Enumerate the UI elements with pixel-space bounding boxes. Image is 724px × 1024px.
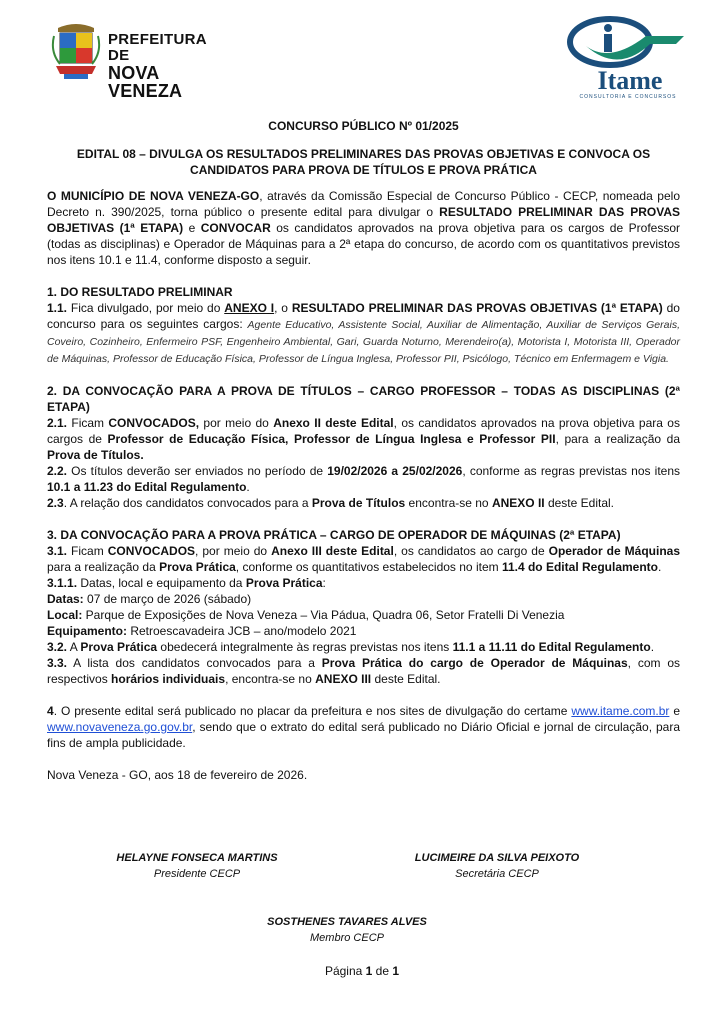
itens-regulamento: 11.1 a 11.11 do Edital Regulamento — [452, 640, 651, 654]
document-body — [47, 118, 680, 783]
item-text: Fica divulgado, por meio do — [67, 301, 225, 315]
item-regulamento: 11.4 do Edital Regulamento — [501, 560, 658, 574]
prova-titulos: Prova de Títulos — [311, 496, 406, 510]
anexo-ii-ref: ANEXO II — [491, 496, 545, 510]
section-2-3 — [47, 495, 680, 511]
item-text: . — [650, 640, 655, 654]
signer-role: Presidente CECP — [153, 868, 241, 880]
item-text: Datas, local e equipamento da — [77, 576, 246, 590]
intro-convocar: CONVOCAR — [200, 221, 271, 235]
item-text: , conforme as regras previstas nos itens — [462, 464, 681, 478]
municipio-name: O MUNICÍPIO DE NOVA VENEZA-GO — [47, 189, 260, 203]
prova-titulos: Prova de Títulos. — [47, 448, 144, 462]
section-heading: 3. DA CONVOCAÇÃO PARA A PROVA PRÁTICA – CARGO DE OPERADOR DE MÁQUINAS (2ª ETAPA) — [47, 528, 621, 542]
doc-subtitle: EDITAL 08 – DIVULGA OS RESULTADOS PRELIMINARES DAS PROVAS OBJETIVAS E CONVOCA OS CANDIDATOS PARA PROVA DE TÍTULOS E PROVA PRÁTICA — [76, 147, 651, 177]
section-2-2 — [47, 463, 680, 495]
novaveneza-link[interactable]: www.novaveneza.go.gov.br — [47, 720, 193, 734]
datas-line — [47, 591, 680, 607]
anexo-iii-ref: Anexo III deste Edital — [271, 544, 394, 558]
item-text: deste Edital. — [371, 672, 441, 686]
item-text: e — [669, 704, 681, 718]
page-of: de — [372, 964, 393, 978]
item-text: Ficam — [67, 416, 109, 430]
prefeitura-name — [108, 32, 230, 101]
itame-emblem-icon — [566, 16, 690, 72]
section-2-heading — [47, 383, 680, 415]
intro-text: e — [183, 221, 201, 235]
section-heading: 2. DA CONVOCAÇÃO PARA A PROVA DE TÍTULOS – CARGO PROFESSOR – TODAS AS DISCIPLINAS (2ª ETAPA) — [47, 384, 680, 414]
equipamento-value: Retroescavadeira JCB – ano/modelo 2021 — [127, 624, 357, 638]
prova-pratica: Prova Prática — [245, 576, 323, 590]
section-3-2 — [47, 639, 680, 655]
convocados-label: CONVOCADOS — [107, 544, 196, 558]
item-text: para a realização da — [47, 560, 160, 574]
item-text: , conforme os quantitativos estabelecidos no item — [235, 560, 502, 574]
convocados-label: CONVOCADOS, — [108, 416, 200, 430]
item-number: 3.1.1. — [47, 576, 78, 590]
page-current: 1 — [365, 964, 373, 978]
place-date: Nova Veneza - GO, aos 18 de fevereiro de 2026. — [47, 768, 308, 782]
signer-role: Membro CECP — [310, 932, 384, 944]
section-3-heading — [47, 527, 680, 543]
signature-presidente — [77, 850, 317, 882]
itame-tagline: CONSULTORIA E CONCURSOS — [579, 94, 677, 100]
page-number — [0, 964, 724, 978]
item-text: . A relação dos candidatos convocados para a — [63, 496, 312, 510]
signer-name: SOSTHENES TAVARES ALVES — [267, 916, 427, 928]
item-number: 2.1. — [47, 416, 68, 430]
section-2-1 — [47, 415, 680, 463]
prefeitura-logo — [50, 22, 230, 102]
item-number: 3.2. — [47, 640, 68, 654]
intro-paragraph — [47, 188, 680, 268]
section-1-heading — [47, 284, 680, 300]
anexo-ii-ref: Anexo II deste Edital — [273, 416, 394, 430]
cargos-list: Agente Educativo, Assistente Social, Auxiliar de Alimentação, Auxiliar de Serviços Gerais, Coveiro, Cozinheiro, Enfermeiro PSF, Engenheiro Ambiental, Gari, Guarda Noturno, Merendeiro(a), Motorista I, Motorista III, Operador de Máquinas, Professor de Educação Física, Professor de Língua Inglesa, Professor PII, Psicólogo, Técnico em Enfermagem e Vigia. — [47, 319, 680, 365]
section-4 — [47, 703, 680, 751]
equipamento-line — [47, 623, 680, 639]
item-text: , sendo que o extrato do edital será publicado no Diário Oficial e jornal de circulação, para fins de ampla publicidade. — [47, 720, 680, 750]
item-text: deste Edital. — [544, 496, 614, 510]
item-text: , com os respectivos — [47, 656, 680, 686]
item-number: 2.3 — [47, 496, 64, 510]
signature-secretaria — [377, 850, 617, 882]
item-text: Os títulos deverão ser enviados no período de — [67, 464, 328, 478]
professor-cargos: Professor de Educação Física, Professor de Língua Inglesa e Professor PII — [107, 432, 556, 446]
datas-label: Datas: — [47, 592, 84, 606]
prefeitura-line1: PREFEITURA DE — [108, 31, 207, 64]
item-number: 3.3. — [47, 656, 68, 670]
page-total: 1 — [392, 964, 400, 978]
item-text: A lista dos candidatos convocados para a — [67, 656, 322, 670]
page-label: Página — [324, 964, 366, 978]
crest-icon — [50, 22, 102, 82]
item-text: , por meio do — [195, 544, 272, 558]
local-line — [47, 607, 680, 623]
intro-text: os candidatos aprovados na prova objetiva para os cargos de Professor (todas as disciplinas) e Operador de Máquinas para a 2ª etapa do concurso, de acordo com os quantitativos previstos nos itens 10.1 e 11.4, conforme disposto a seguir. — [47, 221, 680, 267]
itens-regulamento: 10.1 a 11.23 do Edital Regulamento — [47, 480, 247, 494]
section-3-3 — [47, 655, 680, 687]
item-text: A — [67, 640, 81, 654]
item-number: 1.1. — [47, 301, 68, 315]
prova-pratica: Prova Prática — [159, 560, 236, 574]
item-text: : — [322, 576, 326, 590]
item-text: . O presente edital será publicado no placar da prefeitura e nos sites de divulgação do certame — [53, 704, 572, 718]
section-3-1 — [47, 543, 680, 575]
prefeitura-line2: NOVA VENEZA — [108, 62, 183, 102]
datas-value: 07 de março de 2026 (sábado) — [83, 592, 252, 606]
itame-logo — [566, 16, 690, 100]
item-text: , os candidatos ao cargo de — [393, 544, 549, 558]
intro-text: , através da Comissão Especial de Concurso Público - CECP, nomeada pelo Decreto n. 390/2025, torna público o presente edital para divulgar o — [47, 189, 680, 219]
item-text: , para a realização da — [555, 432, 680, 446]
operador-cargo: Operador de Máquinas — [548, 544, 680, 558]
item-text: . — [246, 480, 250, 494]
anexo-iii-ref: ANEXO III — [315, 672, 372, 686]
intro-resultado: RESULTADO PRELIMINAR DAS PROVAS OBJETIVAS (1ª ETAPA) — [47, 205, 680, 235]
prova-pratica-operador: Prova Prática do cargo de Operador de Máquinas — [321, 656, 628, 670]
section-3-1-1 — [47, 575, 680, 591]
section-heading: 1. DO RESULTADO PRELIMINAR — [47, 285, 233, 299]
prova-pratica: Prova Prática — [80, 640, 158, 654]
item-number: 2.2. — [47, 464, 68, 478]
local-value: Parque de Exposições de Nova Veneza – Via Pádua, Quadra 06, Setor Fratelli Di Venezia — [82, 608, 565, 622]
item-text: do concurso para os seguintes cargos: — [47, 301, 680, 331]
periodo-titulos: 19/02/2026 a 25/02/2026 — [327, 464, 463, 478]
item-number: 3.1. — [47, 544, 68, 558]
equipamento-label: Equipamento: — [47, 624, 127, 638]
item-text: encontra-se no — [405, 496, 492, 510]
signer-name: LUCIMEIRE DA SILVA PEIXOTO — [414, 852, 580, 864]
itame-wordmark: Itame — [597, 66, 663, 95]
signature-membro — [227, 914, 467, 946]
item-text: por meio do — [199, 416, 274, 430]
item-text: , os candidatos aprovados na prova objetiva para os cargos de — [47, 416, 680, 446]
resultado-ref: RESULTADO PRELIMINAR DAS PROVAS OBJETIVAS (1ª ETAPA) — [291, 301, 663, 315]
anexo-i-ref: ANEXO I — [224, 301, 275, 315]
item-text: , o — [274, 301, 292, 315]
signer-role: Secretária CECP — [455, 868, 539, 880]
item-text: obedecerá integralmente às regras previstas nos itens — [157, 640, 453, 654]
section-1-1 — [47, 300, 680, 367]
signer-name: HELAYNE FONSECA MARTINS — [116, 852, 278, 864]
item-text: , encontra-se no — [225, 672, 316, 686]
item-number: 4 — [47, 704, 54, 718]
item-text: . — [658, 560, 662, 574]
doc-title: CONCURSO PÚBLICO Nº 01/2025 — [268, 119, 459, 133]
local-label: Local: — [47, 608, 83, 622]
itame-link[interactable]: www.itame.com.br — [571, 704, 670, 718]
item-text: Ficam — [67, 544, 108, 558]
horarios-individuais: horários individuais — [111, 672, 226, 686]
